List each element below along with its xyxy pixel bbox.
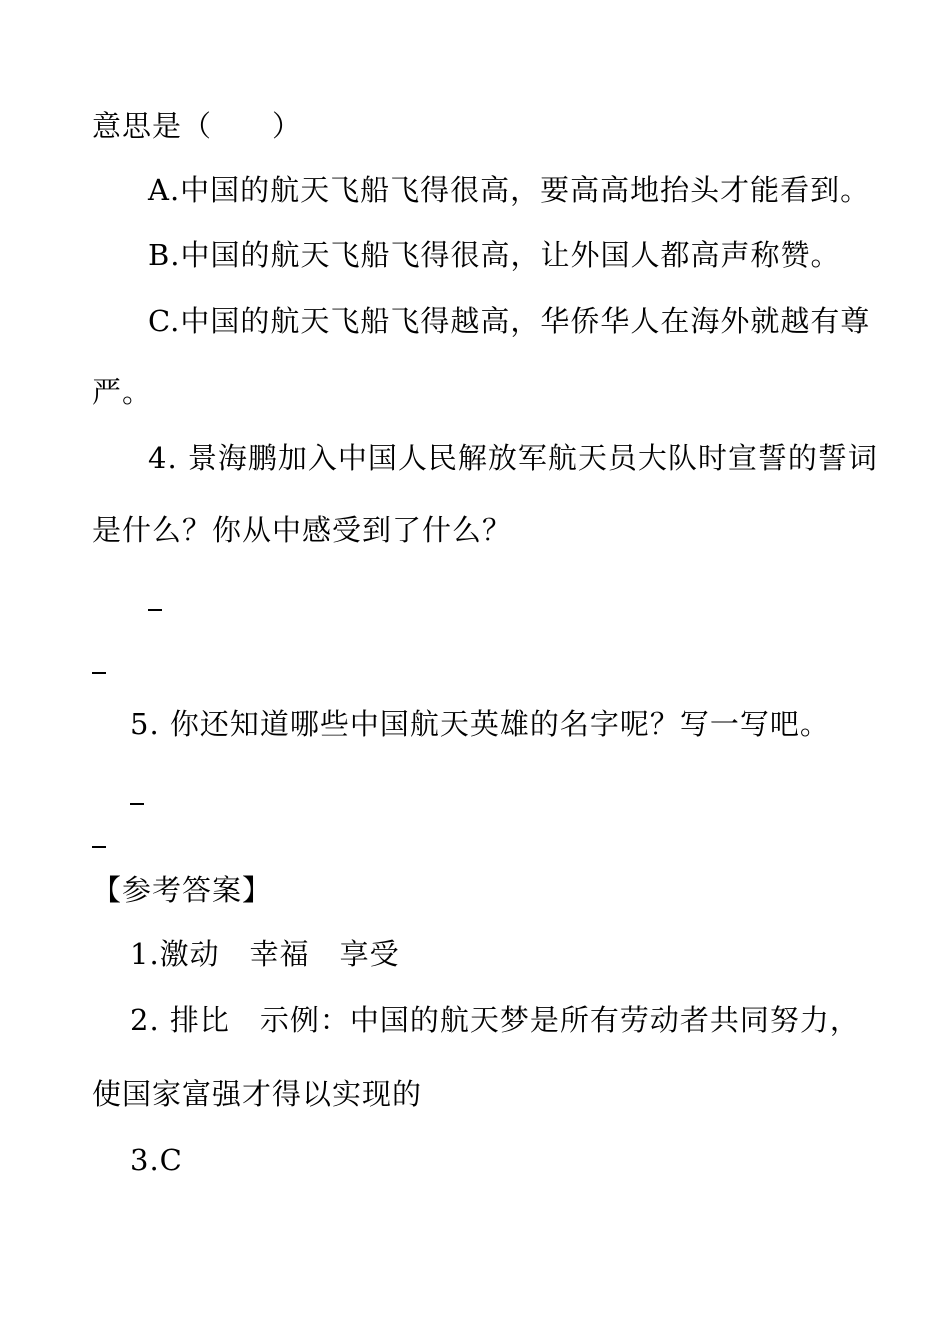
answer-2-line1: 2. 排比 示例：中国的航天梦是所有劳动者共同努力， xyxy=(130,1003,860,1037)
q4-answer-blank-1 xyxy=(148,609,162,611)
answer-2-line2: 使国家富强才得以实现的 xyxy=(92,1077,423,1111)
answer-3: 3.C xyxy=(130,1143,183,1177)
q3-option-b: B.中国的航天飞船飞得很高，让外国人都高声称赞。 xyxy=(148,238,841,272)
q3-option-a: A.中国的航天飞船飞得很高，要高高地抬头才能看到。 xyxy=(148,173,871,207)
answers-heading: 【参考答案】 xyxy=(92,873,273,907)
q3-stem-end: 意思是（ ） xyxy=(92,109,303,143)
q4-answer-blank-2 xyxy=(92,672,106,674)
q5-question: 5. 你还知道哪些中国航天英雄的名字呢？写一写吧。 xyxy=(130,707,830,741)
q4-question-line1: 4. 景海鹏加入中国人民解放军航天员大队时宣誓的誓词 xyxy=(148,441,878,475)
q3-option-c-line1: C.中国的航天飞船飞得越高，华侨华人在海外就越有尊 xyxy=(148,304,871,338)
q5-answer-blank-1 xyxy=(130,803,144,805)
q5-answer-blank-2 xyxy=(92,846,106,848)
answer-1: 1.激动 幸福 享受 xyxy=(130,937,400,971)
q4-question-line2: 是什么？你从中感受到了什么？ xyxy=(92,513,513,547)
q3-option-c-line2: 严。 xyxy=(92,375,153,409)
